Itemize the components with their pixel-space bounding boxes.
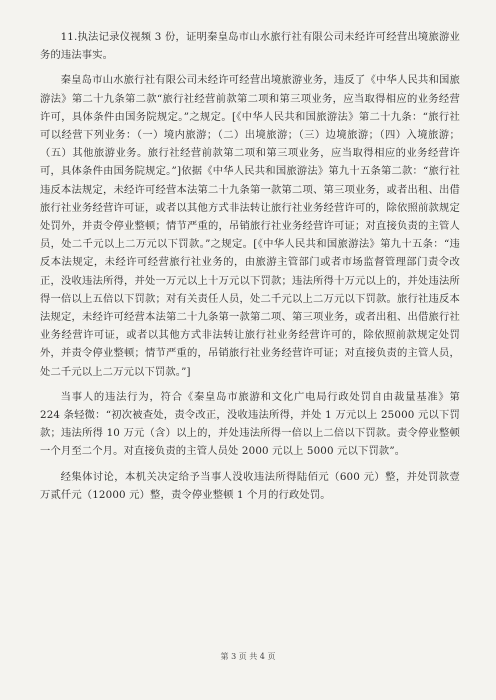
penalty-decision-paragraph: 经集体讨论，本机关决定给予当事人没收违法所得陆佰元（600 元）整，并处罚款壹万贰仟元（12000 元）整，责令停业整顿 1 个月的行政处罚。	[40, 470, 460, 501]
page-number-footer: 第 3 页 共 4 页	[220, 652, 276, 661]
discretion-standard-paragraph: 当事人的违法行为，符合《秦皇岛市旅游和文化广电局行政处罚自由裁量基准》第 224 条轻微：“初次被查处，责令改正，没收违法所得，并处 1 万元以上 25000 元以下罚款；违法所得 10 万元（含）以上的，并处违法所得一倍以上二倍以下罚款。责令停业整顿一个月至二个月。对直接负责的主管人员处 2000 元以上 5000 元以下罚款”。	[40, 390, 460, 458]
violation-analysis-paragraph: 秦皇岛市山水旅行社有限公司未经许可经营出境旅游业务，违反了《中华人民共和国旅游法》第二十九条第二款“旅行社经营前款第二项和第三项业务，应当取得相应的业务经营许可，具体条件由国务院规定。”之规定。[《中华人民共和国旅游法》第二十九条：“旅行社可以经营下列业务：（一）境内旅游；（二）出境旅游；（三）边境旅游；（四）入境旅游；（五）其他旅游业务。旅行社经营前款第二项和第三项业务，应当取得相应的业务经营许可，具体条件由国务院规定。”]依据《中华人民共和国旅游法》第九十五条第二款：“旅行社违反本法规定，未经许可经营本法第二十九条第一款第二项、第三项业务，或者出租、出借旅行社业务经营许可证，或者以其他方式非法转让旅行社业务经营许可的，除依照前款规定处罚外，并责令停业整顿；情节严重的，吊销旅行社业务经营许可证；对直接负责的主管人员，处二千元以上二万元以下罚款。”之规定。[《中华人民共和国旅游法》第九十五条：“违反本法规定，未经许可经营旅行社业务的，由旅游主管部门或者市场监督管理部门责令改正，没收违法所得，并处一万元以上十万元以下罚款；违法所得十万元以上的，并处违法所得一倍以上五倍以下罚款；对有关责任人员，处二千元以上二万元以下罚款。旅行社违反本法规定，未经许可经营本法第二十九条第一款第二项、第三项业务，或者出租、出借旅行社业务经营许可证，或者以其他方式非法转让旅行社业务经营许可的，除依照前款规定处罚外，并责令停业整顿；情节严重的，吊销旅行社业务经营许可证；对直接负责的主管人员，处二千元以上二万元以下罚款。”]	[40, 74, 460, 378]
evidence-item-11: 11.执法记录仪视频 3 份，证明秦皇岛市山水旅行社有限公司未经许可经营出境旅游业务的违法事实。	[40, 31, 460, 62]
